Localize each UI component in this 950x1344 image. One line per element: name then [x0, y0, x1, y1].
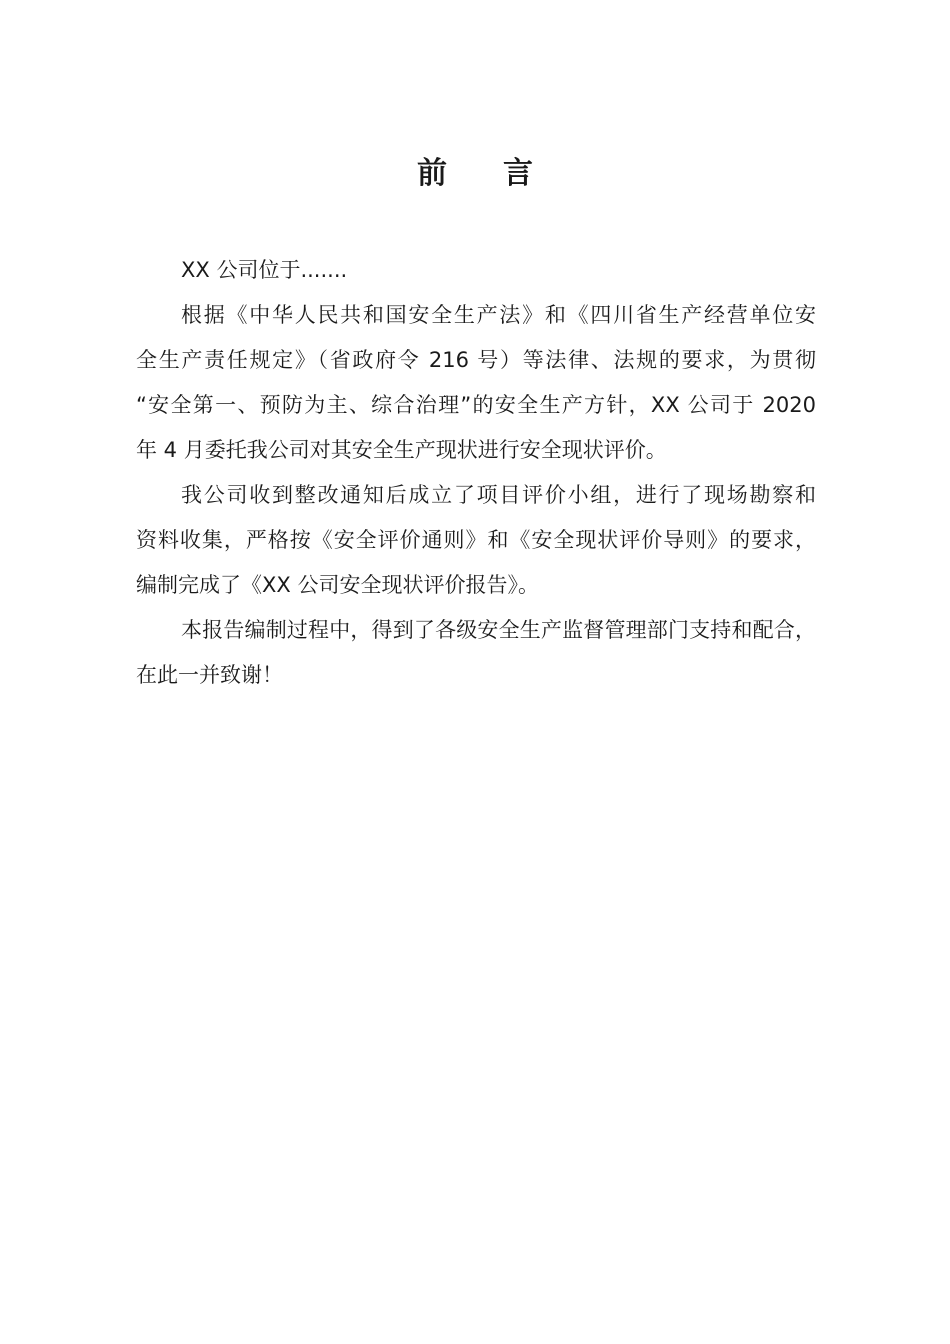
paragraph-3-line-1: 我公司收到整改通知后成立了项目评价小组，进行了现场勘察和 — [181, 483, 816, 507]
paragraph-3-line-2: 资料收集，严格按《安全评价通则》和《安全现状评价导则》的要求， — [136, 528, 816, 552]
paragraph-2-line-2: 全生产责任规定》（省政府令 216 号）等法律、法规的要求，为贯彻 — [136, 348, 816, 372]
paragraph-2-line-4: 年 4 月委托我公司对其安全生产现状进行安全现状评价。 — [136, 438, 667, 462]
paragraph-4-line-1: 本报告编制过程中，得到了各级安全生产监督管理部门支持和配合， — [181, 618, 816, 642]
paragraph-2-line-1: 根据《中华人民共和国安全生产法》和《四川省生产经营单位安 — [181, 303, 816, 327]
paragraph-4-line-2: 在此一并致谢！ — [136, 663, 283, 687]
paragraph-1-line-1: XX 公司位于....... — [181, 258, 348, 282]
paragraph-3-line-3: 编制完成了《XX 公司安全现状评价报告》。 — [136, 573, 539, 597]
page-title: 前言 — [417, 156, 589, 191]
document-body — [136, 252, 816, 702]
paragraph-2-line-3: “安全第一、预防为主、综合治理”的安全生产方针，XX 公司于 2020 — [136, 393, 816, 417]
